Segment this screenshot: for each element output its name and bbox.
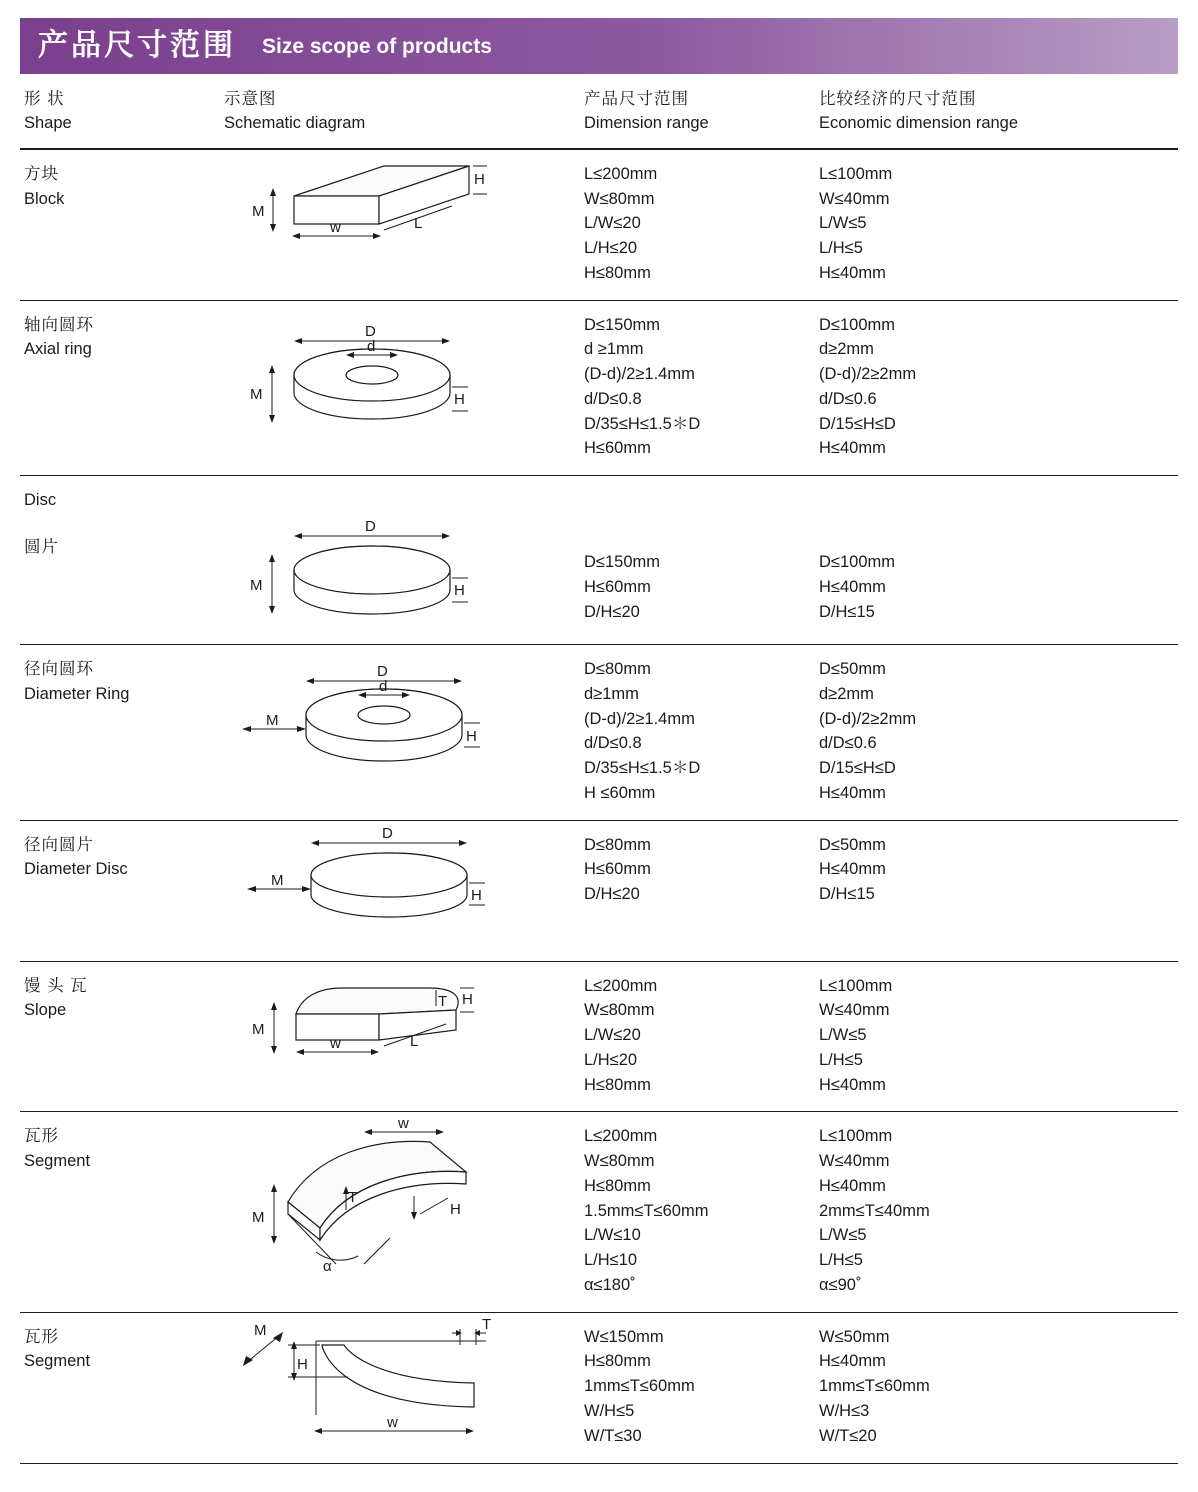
banner-title-cn: 产品尺寸范围 <box>38 29 236 62</box>
spec-line: L/W≤5 <box>819 1226 867 1245</box>
row-dimension-block <box>580 149 815 300</box>
segarc-label-M: M <box>254 1321 267 1339</box>
column-header-dimension-en: Dimension range <box>584 113 709 132</box>
spec-line: L≤100mm <box>819 1127 893 1146</box>
table-head <box>20 74 1178 149</box>
spec-line: H≤40mm <box>819 783 886 802</box>
column-header-economic <box>815 74 1178 149</box>
slope-label-L: L <box>410 1032 419 1050</box>
spec-line: d≥2mm <box>819 684 874 703</box>
column-header-economic-cn: 比较经济的尺寸范围 <box>819 90 977 108</box>
row-economic-axial-ring <box>815 300 1178 476</box>
spec-line: W≤80mm <box>584 189 655 208</box>
segarc-label-H: H <box>297 1355 308 1373</box>
spec-line: H≤80mm <box>584 1075 651 1094</box>
spec-line: L/W≤20 <box>584 1026 641 1045</box>
spec-line: d≥1mm <box>584 684 639 703</box>
spec-line: d/D≤0.6 <box>819 389 877 408</box>
dring-label-D: D <box>377 663 388 681</box>
slope-label-w: w <box>330 1034 341 1052</box>
spec-line: W/T≤30 <box>584 1426 642 1445</box>
spec-line: D/H≤20 <box>584 602 640 621</box>
row-diagram-diameter-disc <box>220 820 580 961</box>
shape-label-cn: 圆片 <box>24 537 59 556</box>
spec-line: H≤40mm <box>819 577 886 596</box>
shape-label-cn: 轴向圆环 <box>24 315 94 334</box>
disc-label-H: H <box>454 582 465 600</box>
row-diagram-segment-2 <box>220 1312 580 1463</box>
row-shape-slope <box>20 961 220 1112</box>
segment-label-w: w <box>398 1118 409 1133</box>
dring-label-H: H <box>466 728 477 746</box>
page-banner <box>20 18 1178 74</box>
segment-label-T: T <box>348 1189 358 1207</box>
spec-line: W/H≤3 <box>819 1401 870 1420</box>
row-economic-disc <box>815 476 1178 645</box>
row-dimension-slope <box>580 961 815 1112</box>
spec-line: H≤40mm <box>819 439 886 458</box>
row-economic-block <box>815 149 1178 300</box>
spec-line: (D-d)/2≥1.4mm <box>584 709 695 728</box>
spec-line: D≤150mm <box>584 315 660 334</box>
segment-tile-diagram-icon <box>224 1118 554 1278</box>
spec-line: L≤200mm <box>584 164 658 183</box>
slope-diagram-icon <box>224 968 554 1090</box>
row-diagram-slope <box>220 961 580 1112</box>
table-row <box>20 300 1178 476</box>
shape-label-en: Diameter Disc <box>24 860 128 879</box>
spec-line: L≤100mm <box>819 164 893 183</box>
shape-group-label-disc: Disc <box>24 491 57 510</box>
spec-line: d/D≤0.8 <box>584 389 642 408</box>
column-header-economic-en: Economic dimension range <box>819 113 1019 132</box>
spec-line: L≤200mm <box>584 976 658 995</box>
spec-line: d ≥1mm <box>584 340 644 359</box>
shape-label-cn: 瓦形 <box>24 1327 59 1346</box>
disc-diagram-icon <box>224 482 554 630</box>
spec-line: D≤50mm <box>819 835 886 854</box>
spec-line: L≤200mm <box>584 1127 658 1146</box>
spec-line: H≤40mm <box>819 860 886 879</box>
spec-line: H≤40mm <box>819 263 886 282</box>
table-body <box>20 149 1178 1463</box>
spec-line: D≤50mm <box>819 660 886 679</box>
block-label-L: L <box>414 214 423 232</box>
row-dimension-axial-ring <box>580 300 815 476</box>
diameter-disc-diagram-icon <box>224 827 554 947</box>
axial-label-M: M <box>250 385 263 403</box>
shape-label-cn: 方块 <box>24 164 59 183</box>
segment-label-alpha: α <box>323 1258 332 1276</box>
spec-line: L/H≤10 <box>584 1251 638 1270</box>
spec-line: H≤40mm <box>819 1352 886 1371</box>
shape-label-cn: 馒 头 瓦 <box>24 976 88 995</box>
table-row <box>20 820 1178 961</box>
spec-line: D≤80mm <box>584 660 651 679</box>
block-label-H: H <box>474 170 485 188</box>
segment-label-H: H <box>450 1201 461 1219</box>
spec-line: H≤40mm <box>819 1176 886 1195</box>
column-header-dimension <box>580 74 815 149</box>
spec-line: α≤90˚ <box>819 1275 862 1294</box>
slope-label-T: T <box>438 992 448 1010</box>
spec-line: L/W≤5 <box>819 1026 867 1045</box>
spec-line: H≤60mm <box>584 439 651 458</box>
row-dimension-disc <box>580 476 815 645</box>
column-header-shape-cn: 形 状 <box>24 90 65 108</box>
spec-line: 2mm≤T≤40mm <box>819 1201 930 1220</box>
spec-line: W≤40mm <box>819 1001 890 1020</box>
ddisc-label-D: D <box>382 826 393 842</box>
spec-line: H≤80mm <box>584 263 651 282</box>
spec-line: D/15≤H≤D <box>819 414 896 433</box>
axial-ring-diagram-icon <box>224 307 554 447</box>
row-dimension-diameter-ring <box>580 645 815 821</box>
shape-label-cn: 径向圆片 <box>24 835 94 854</box>
spec-line: D≤100mm <box>819 315 895 334</box>
spec-line: W≤150mm <box>584 1327 664 1346</box>
shape-label-en: Slope <box>24 1001 67 1020</box>
row-economic-slope <box>815 961 1178 1112</box>
spec-line: L/W≤5 <box>819 214 867 233</box>
row-economic-segment-1 <box>815 1112 1178 1312</box>
axial-label-d: d <box>367 337 376 355</box>
dring-label-d: d <box>379 678 388 696</box>
column-header-diagram-en: Schematic diagram <box>224 113 366 132</box>
spec-line: D/35≤H≤1.5＊D <box>584 759 701 778</box>
block-label-M: M <box>252 202 265 220</box>
spec-line: L/H≤20 <box>584 239 638 258</box>
row-diagram-segment-1 <box>220 1112 580 1312</box>
spec-line: d≥2mm <box>819 340 874 359</box>
spec-line: L≤100mm <box>819 976 893 995</box>
spec-line: H≤80mm <box>584 1352 651 1371</box>
axial-label-H: H <box>454 390 465 408</box>
spec-line: D/H≤15 <box>819 885 875 904</box>
spec-line: H≤40mm <box>819 1075 886 1094</box>
axial-label-D: D <box>365 322 376 340</box>
spec-line: 1.5mm≤T≤60mm <box>584 1201 709 1220</box>
row-shape-segment-1 <box>20 1112 220 1312</box>
row-shape-segment-2 <box>20 1312 220 1463</box>
spec-line: W≤40mm <box>819 189 890 208</box>
page <box>0 18 1198 1492</box>
row-economic-diameter-disc <box>815 820 1178 961</box>
slope-label-H: H <box>462 990 473 1008</box>
block-diagram-icon <box>224 156 554 274</box>
table-row <box>20 476 1178 645</box>
table-row <box>20 149 1178 300</box>
table-row <box>20 961 1178 1112</box>
row-shape-block <box>20 149 220 300</box>
banner-title-en: Size scope of products <box>262 34 492 58</box>
disc-label-M: M <box>250 577 263 595</box>
row-dimension-segment-1 <box>580 1112 815 1312</box>
spec-line: 1mm≤T≤60mm <box>819 1377 930 1396</box>
ddisc-label-H: H <box>471 886 482 904</box>
dring-label-M: M <box>266 712 279 730</box>
spec-line: D/35≤H≤1.5＊D <box>584 414 701 433</box>
spec-line: H≤80mm <box>584 1176 651 1195</box>
spec-line: H ≤60mm <box>584 783 656 802</box>
spec-line: W/T≤20 <box>819 1426 877 1445</box>
column-header-shape-en: Shape <box>24 113 72 132</box>
ddisc-label-M: M <box>271 871 284 889</box>
row-diagram-diameter-ring <box>220 645 580 821</box>
spec-line: L/H≤5 <box>819 239 863 258</box>
row-economic-diameter-ring <box>815 645 1178 821</box>
column-header-diagram-cn: 示意图 <box>224 90 277 108</box>
block-label-w: w <box>330 218 341 236</box>
disc-label-D: D <box>365 518 376 536</box>
row-dimension-diameter-disc <box>580 820 815 961</box>
table-row <box>20 1312 1178 1463</box>
row-diagram-axial-ring <box>220 300 580 476</box>
row-shape-axial-ring <box>20 300 220 476</box>
spec-line: L/W≤20 <box>584 214 641 233</box>
spec-line: W≤80mm <box>584 1152 655 1171</box>
shape-label-en: Axial ring <box>24 340 92 359</box>
segment-label-M: M <box>252 1209 265 1227</box>
spec-line: (D-d)/2≥2mm <box>819 709 917 728</box>
spec-line: (D-d)/2≥2mm <box>819 365 917 384</box>
spec-line: D≤100mm <box>819 553 895 572</box>
spec-line: D/H≤15 <box>819 602 875 621</box>
size-scope-table <box>20 74 1178 1464</box>
row-shape-disc <box>20 476 220 645</box>
shape-label-en: Diameter Ring <box>24 684 130 703</box>
spec-line: W≤50mm <box>819 1327 890 1346</box>
row-economic-segment-2 <box>815 1312 1178 1463</box>
spec-line: D≤80mm <box>584 835 651 854</box>
spec-line: D/15≤H≤D <box>819 759 896 778</box>
shape-label-en: Block <box>24 189 65 208</box>
spec-line: L/H≤5 <box>819 1251 863 1270</box>
spec-line: D/H≤20 <box>584 885 640 904</box>
spec-line: L/H≤5 <box>819 1050 863 1069</box>
spec-line: W≤40mm <box>819 1152 890 1171</box>
spec-line: α≤180˚ <box>584 1275 636 1294</box>
spec-line: d/D≤0.6 <box>819 734 877 753</box>
spec-line: (D-d)/2≥1.4mm <box>584 365 695 384</box>
shape-label-cn: 瓦形 <box>24 1127 59 1146</box>
column-header-dimension-cn: 产品尺寸范围 <box>584 90 689 108</box>
shape-label-en: Segment <box>24 1152 91 1171</box>
table-header-row <box>20 74 1178 149</box>
diameter-ring-diagram-icon <box>224 651 554 791</box>
spec-line: H≤60mm <box>584 577 651 596</box>
shape-label-en: Segment <box>24 1352 91 1371</box>
column-header-diagram <box>220 74 580 149</box>
row-shape-diameter-ring <box>20 645 220 821</box>
spec-line: L/W≤10 <box>584 1226 641 1245</box>
table-row <box>20 1112 1178 1312</box>
row-shape-diameter-disc <box>20 820 220 961</box>
spec-line: W/H≤5 <box>584 1401 635 1420</box>
spec-line: 1mm≤T≤60mm <box>584 1377 695 1396</box>
spec-line: D≤150mm <box>584 553 660 572</box>
row-diagram-disc <box>220 476 580 645</box>
segment-arc-diagram-icon <box>224 1319 554 1449</box>
spec-line: H≤60mm <box>584 860 651 879</box>
table-row <box>20 645 1178 821</box>
spec-line: W≤80mm <box>584 1001 655 1020</box>
column-header-shape <box>20 74 220 149</box>
slope-label-M: M <box>252 1020 265 1038</box>
spec-line: d/D≤0.8 <box>584 734 642 753</box>
row-diagram-block <box>220 149 580 300</box>
row-dimension-segment-2 <box>580 1312 815 1463</box>
spec-line: L/H≤20 <box>584 1050 638 1069</box>
segarc-label-w: w <box>387 1413 398 1431</box>
segarc-label-T: T <box>482 1318 492 1333</box>
shape-label-cn: 径向圆环 <box>24 660 94 679</box>
